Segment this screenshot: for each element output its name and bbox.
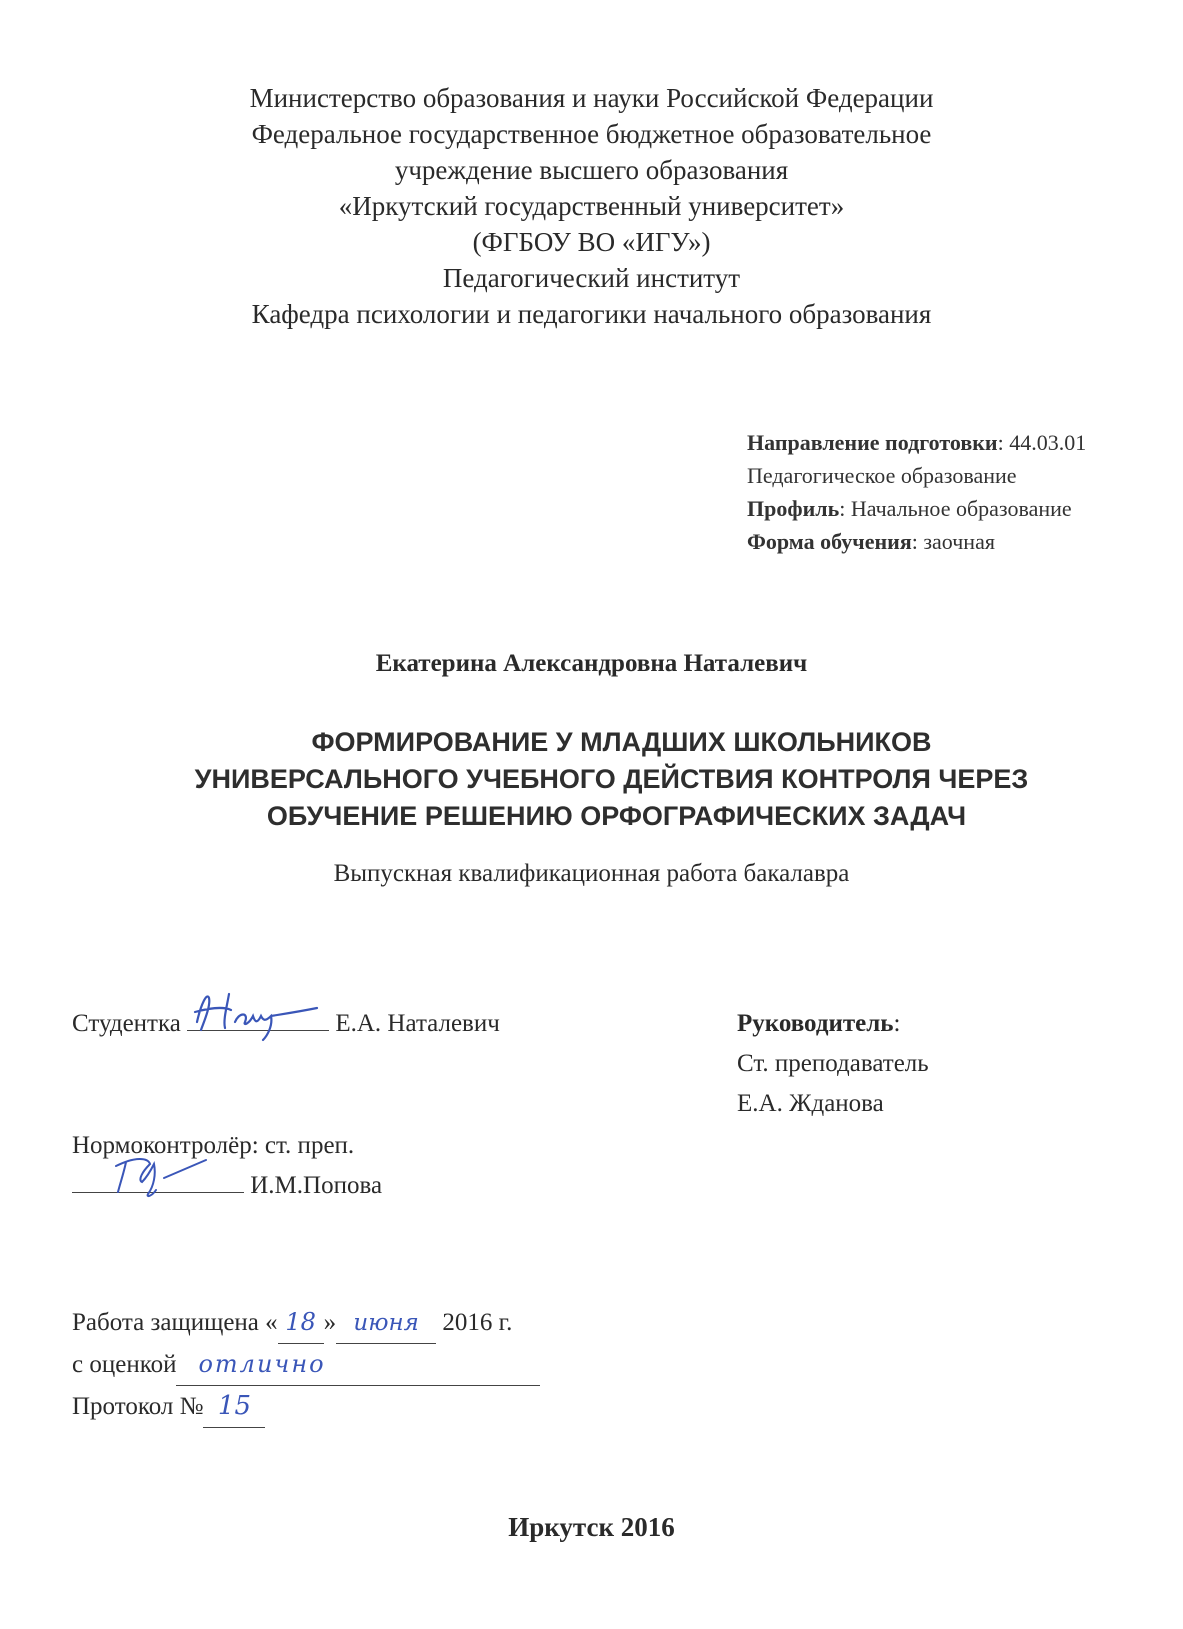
protocol-field [203,1386,265,1428]
normcontrol-block [72,1126,382,1206]
defense-prefix: Работа защищена « [72,1309,278,1336]
student-label: Студентка [72,1010,181,1037]
header-line: Министерство образования и науки Российской Федерации [249,83,934,113]
header-line: Федеральное государственное бюджетное образовательное [251,119,932,149]
header-line: Педагогический институт [442,263,741,293]
student-signature [187,986,337,1042]
program-info [747,426,1086,558]
supervisor-block: Руководитель: Ст. преподаватель Е.А. Жданова [737,1004,929,1124]
defense-month: июня [353,1310,419,1336]
title-line: ФОРМИРОВАНИЕ У МЛАДШИХ ШКОЛЬНИКОВ [311,727,932,757]
study-form-value: : заочная [911,529,995,554]
grade-value: отлично [198,1350,326,1378]
header-line: (ФГБОУ ВО «ИГУ») [472,227,711,257]
thesis-subtitle: Выпускная квалификационная работа бакалавра [333,860,850,887]
profile-label: Профиль [747,496,840,521]
header-line: учреждение высшего образования [394,155,789,185]
author-name: Екатерина Александровна Наталевич [375,650,808,677]
defense-year: 2016 г. [436,1309,513,1336]
normcontrol-signature-line [72,1166,244,1193]
normcontrol-signature [102,1152,272,1202]
student-line [72,1004,500,1044]
ministry-header [0,80,1183,332]
direction-value: : 44.03.01 [997,430,1087,455]
defense-block: Работа защищена « 18 » июня 2016 г. с оценкой отлично Протокол № 15 [72,1302,540,1428]
header-line: «Иркутский государственный университет» [338,191,845,221]
normcontrol-name: И.М.Попова [250,1172,383,1199]
defense-day-field [278,1302,324,1344]
supervisor-name: Е.А. Жданова [737,1090,884,1117]
student-name: Е.А. Наталевич [335,1010,500,1037]
defense-month-field [336,1303,436,1344]
grade-field [176,1344,540,1386]
title-line: ОБУЧЕНИЕ РЕШЕНИЮ ОРФОГРАФИЧЕСКИХ ЗАДАЧ [266,801,967,831]
supervisor-label: Руководитель [737,1010,894,1037]
profile-value: : Начальное образование [839,496,1072,521]
grade-label: с оценкой [72,1351,177,1378]
defense-day: 18 [285,1308,316,1336]
header-line: Кафедра психологии и педагогики начального образования [251,299,932,329]
study-form-label: Форма обучения [747,529,912,554]
protocol-label: Протокол № [72,1393,204,1420]
student-signature-line [187,1004,329,1031]
city-year: Иркутск 2016 [508,1512,675,1542]
direction-label: Направление подготовки [747,430,998,455]
protocol-number: 15 [217,1391,251,1421]
title-line: УНИВЕРСАЛЬНОГО УЧЕБНОГО ДЕЙСТВИЯ КОНТРОЛЯ ЧЕРЕЗ [194,764,1029,794]
supervisor-position: Ст. преподаватель [737,1050,929,1077]
thesis-title [0,724,1183,835]
direction-value-2: Педагогическое образование [747,463,1017,488]
normcontrol-label: Нормоконтролёр: ст. преп. [72,1132,355,1159]
